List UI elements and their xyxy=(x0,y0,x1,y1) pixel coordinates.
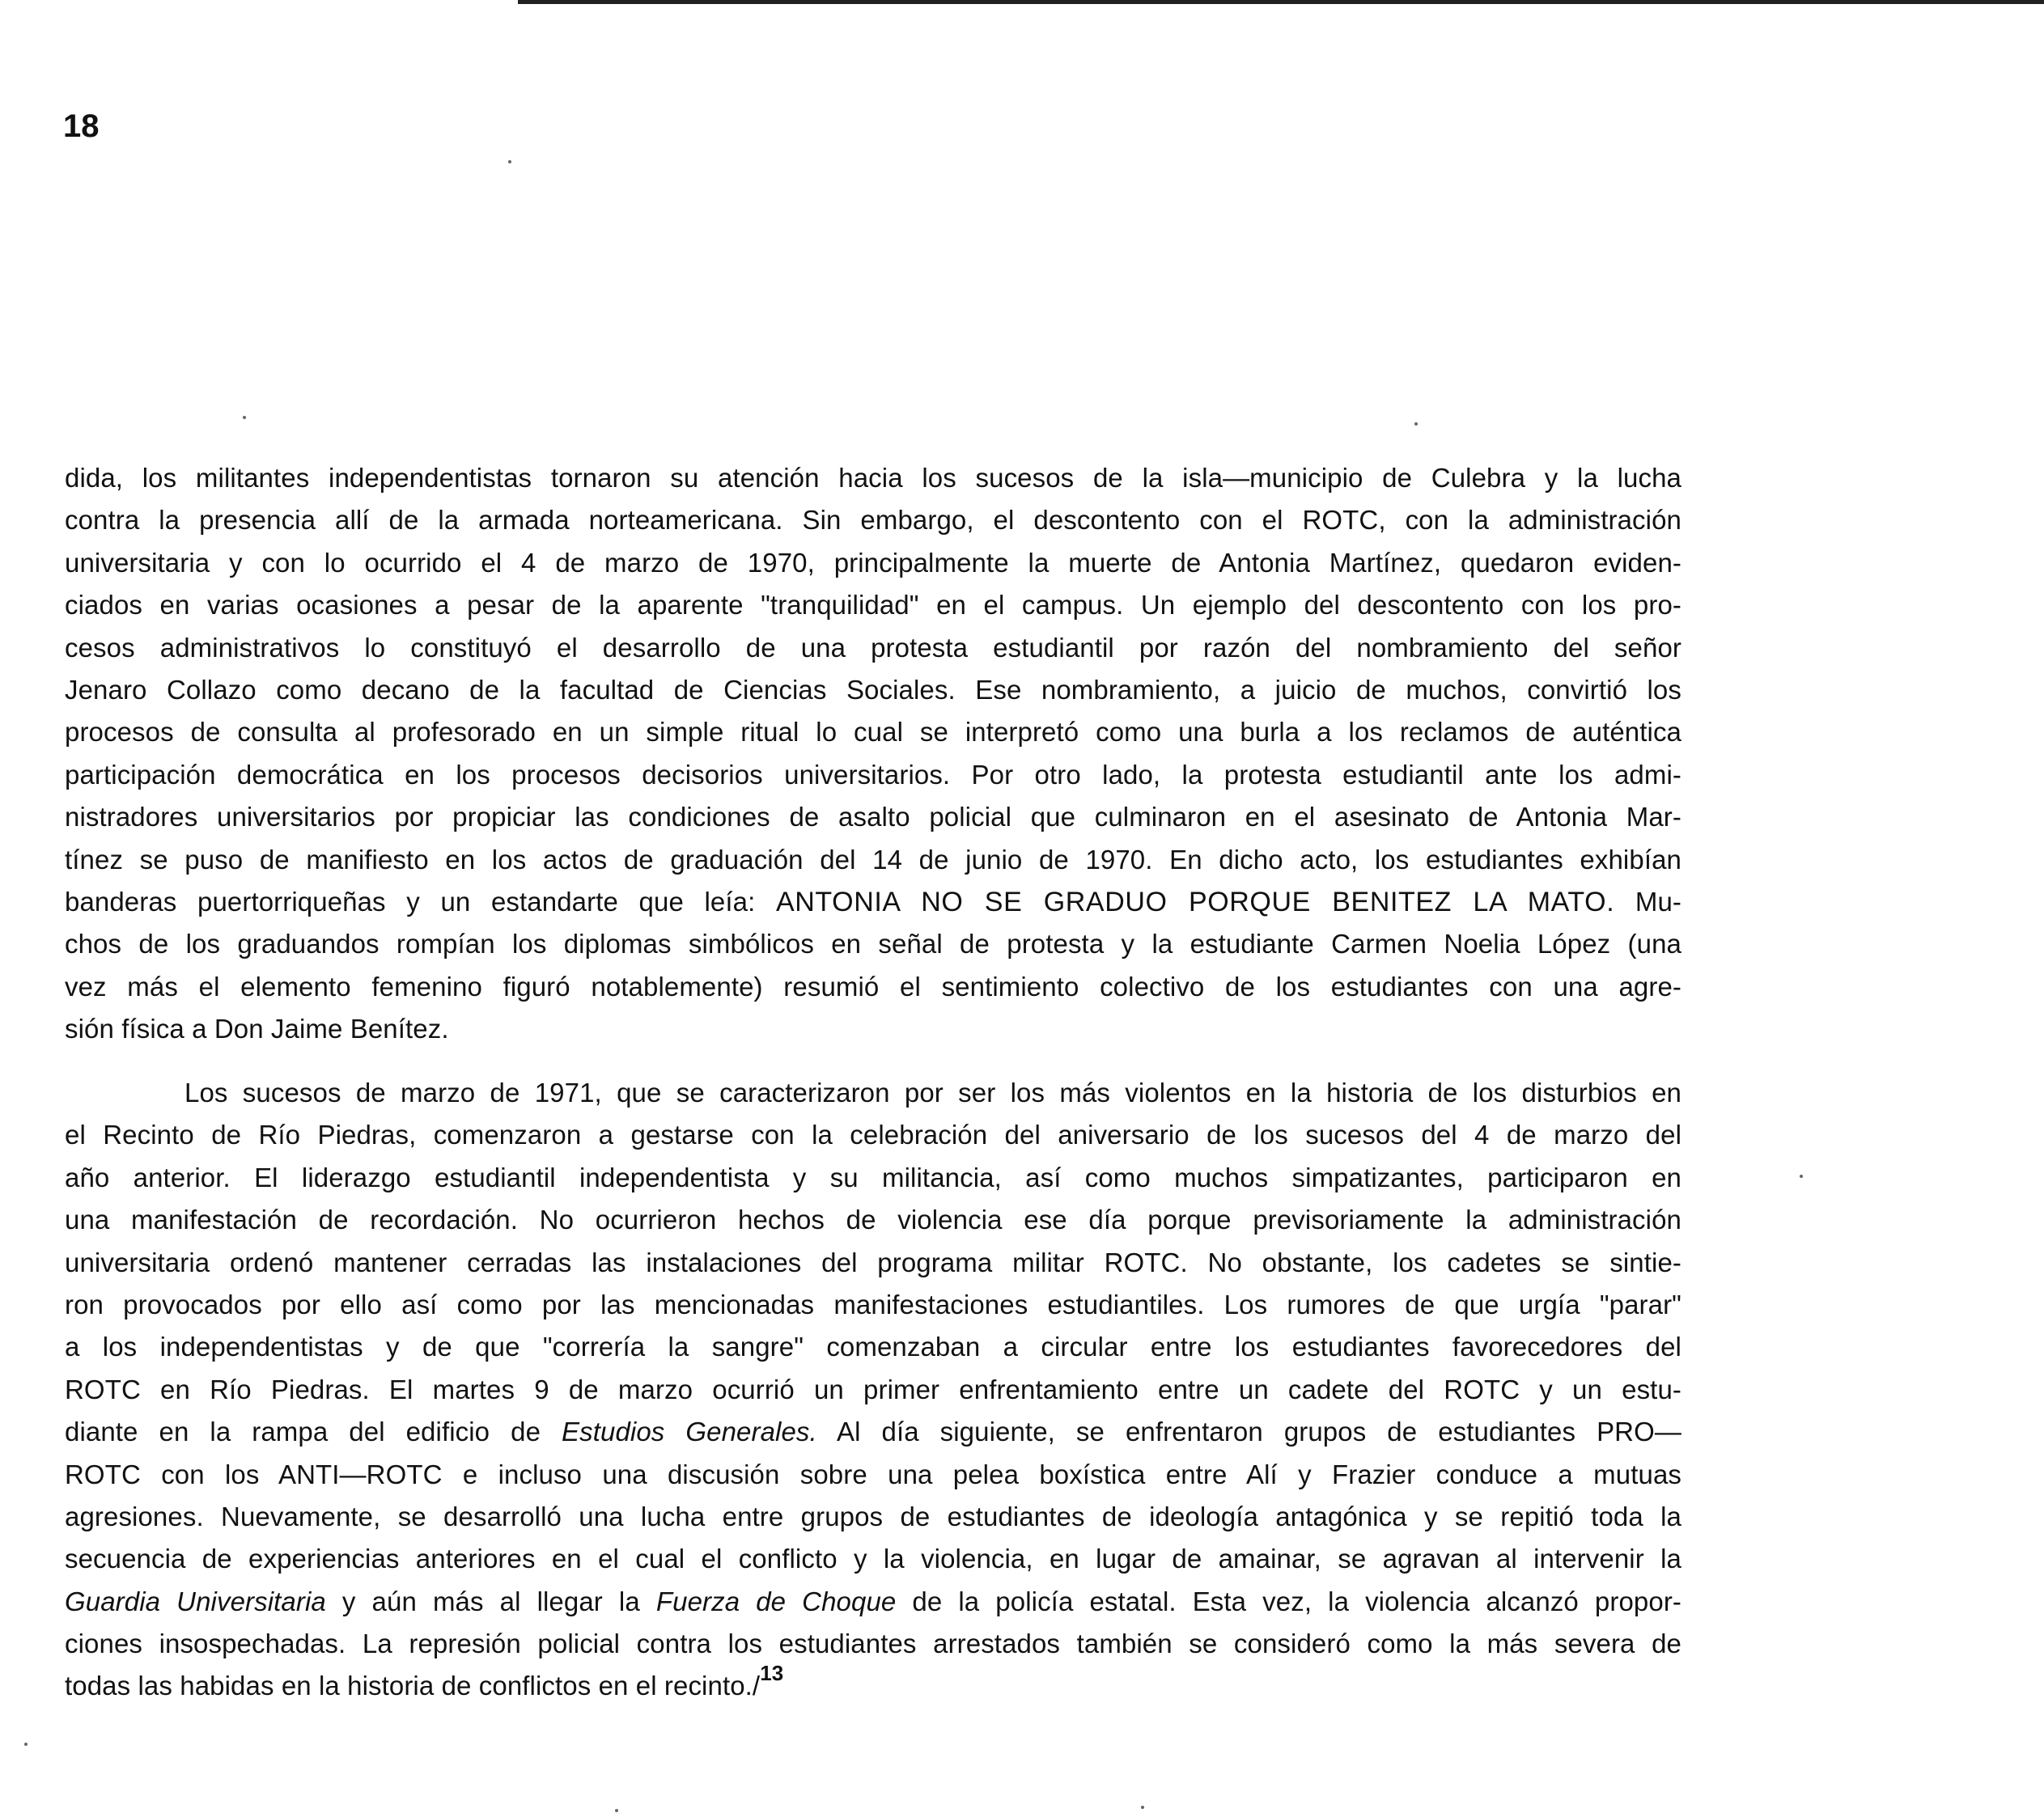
text-run: diante en la rampa del edificio de xyxy=(65,1417,562,1447)
text-line: vez más el elemento femenino figuró notablemente) resumió el sentimiento colectivo de los estudiantes con una agre- xyxy=(65,971,1681,1002)
scan-speck xyxy=(24,1743,28,1746)
paragraph-1 xyxy=(65,457,1681,1050)
text-run: y aún más al llegar la xyxy=(325,1586,656,1616)
text-line: ROTC con los ANTI—ROTC e incluso una discusión sobre una pelea boxística entre Alí y Frazier conduce a mutuas xyxy=(65,1459,1681,1489)
text-line: universitaria y con lo ocurrido el 4 de marzo de 1970, principalmente la muerte de Antonia Martínez, quedaron eviden- xyxy=(65,547,1681,578)
text-line: nistradores universitarios por propiciar las condiciones de asalto policial que culminaron en el asesinato de Antonia Mar- xyxy=(65,802,1681,832)
text-line: ROTC en Río Piedras. El martes 9 de marzo ocurrió un primer enfrentamiento entre un cadete del ROTC y un estu- xyxy=(65,1374,1681,1404)
top-rule xyxy=(518,0,2044,4)
text-line: dida, los militantes independentistas tornaron su atención hacia los sucesos de la isla—municipio de Culebra y la lucha xyxy=(65,463,1681,493)
text-run: Mu- xyxy=(1614,886,1682,917)
scan-speck xyxy=(1414,422,1418,426)
text-line: chos de los graduandos rompían los diplomas simbólicos en señal de protesta y la estudiante Carmen Noelia López (una xyxy=(65,929,1681,959)
text-line: universitaria ordenó mantener cerradas las instalaciones del programa militar ROTC. No obstante, los cadetes se sintie- xyxy=(65,1247,1681,1277)
banner-quote: ANTONIA NO SE GRADUO PORQUE BENITEZ LA MATO. xyxy=(775,886,1615,917)
text-line: agresiones. Nuevamente, se desarrolló una lucha entre grupos de estudiantes de ideología antagónica y se repitió toda la xyxy=(65,1501,1681,1531)
text-line: procesos de consulta al profesorado en un simple ritual lo cual se interpretó como una burla a los reclamos de auténtica xyxy=(65,717,1681,748)
text-line: el Recinto de Río Piedras, comenzaron a gestarse con la celebración del aniversario de los sucesos del 4 de marzo del xyxy=(65,1120,1681,1150)
text-line: una manifestación de recordación. No ocurrieron hechos de violencia ese día porque previsoriamente la administración xyxy=(65,1205,1681,1235)
text-line: tínez se puso de manifiesto en los actos de graduación del 14 de junio de 1970. En dicho acto, los estudiantes exhibían xyxy=(65,844,1681,875)
text-line: cesos administrativos lo constituyó el desarrollo de una protesta estudiantil por razón del nombramiento del señor xyxy=(65,632,1681,663)
scan-speck xyxy=(243,416,246,419)
text-line: ciados en varias ocasiones a pesar de la aparente "tranquilidad" en el campus. Un ejemplo del descontento con los pro- xyxy=(65,590,1681,621)
text-line xyxy=(65,1581,1681,1623)
text-run: Al día siguiente, se enfrentaron grupos de estudiantes PRO— xyxy=(816,1417,1681,1447)
italic-term: Estudios Generales. xyxy=(562,1417,817,1447)
text-run: todas las habidas en la historia de conflictos en el recinto./ xyxy=(65,1671,761,1701)
text-line: ron provocados por ello así como por las mencionadas manifestaciones estudiantiles. Los rumores de que urgía "parar" xyxy=(65,1289,1681,1320)
text-line: año anterior. El liderazgo estudiantil independentista y su militancia, así como muchos simpatizantes, participaron en xyxy=(65,1162,1681,1192)
scan-speck xyxy=(1800,1175,1803,1178)
text-run: de la policía estatal. Esta vez, la violencia alcanzó propor- xyxy=(896,1586,1681,1616)
footnote-reference: 13 xyxy=(760,1661,784,1686)
text-line: a los independentistas y de que "correría la sangre" comenzaban a circular entre los estudiantes favorecedores del xyxy=(65,1332,1681,1362)
scan-speck xyxy=(1141,1806,1144,1809)
text-line: participación democrática en los procesos decisorios universitarios. Por otro lado, la protesta estudiantil ante los admi- xyxy=(65,759,1681,790)
scan-speck xyxy=(508,160,511,163)
text-line: ciones insospechadas. La represión policial contra los estudiantes arrestados también se consideró como la más severa de xyxy=(65,1629,1681,1659)
text-line: Jenaro Collazo como decano de la facultad de Ciencias Sociales. Ese nombramiento, a juicio de muchos, convirtió los xyxy=(65,674,1681,705)
text-line-banner xyxy=(65,881,1681,923)
text-run: banderas puertorriqueñas y un estandarte que leía: xyxy=(65,886,776,917)
text-line xyxy=(65,1411,1681,1453)
italic-term: Guardia Universitaria xyxy=(65,1586,326,1616)
text-line: sión física a Don Jaime Benítez. xyxy=(65,1014,449,1044)
text-line: contra la presencia allí de la armada norteamericana. Sin embargo, el descontento con el ROTC, con la administración xyxy=(65,505,1681,536)
text-line: secuencia de experiencias anteriores en el cual el conflicto y la violencia, en lugar de amainar, se agravan al intervenir la xyxy=(65,1544,1681,1574)
page-number: 18 xyxy=(63,108,100,144)
scan-speck xyxy=(615,1809,618,1812)
text-line xyxy=(65,1661,1681,1707)
text-line: Los sucesos de marzo de 1971, que se caracterizaron por ser los más violentos en la historia de los disturbios en xyxy=(184,1078,1681,1108)
paragraph-2 xyxy=(65,1072,1681,1708)
italic-term: Fuerza de Choque xyxy=(655,1586,897,1616)
